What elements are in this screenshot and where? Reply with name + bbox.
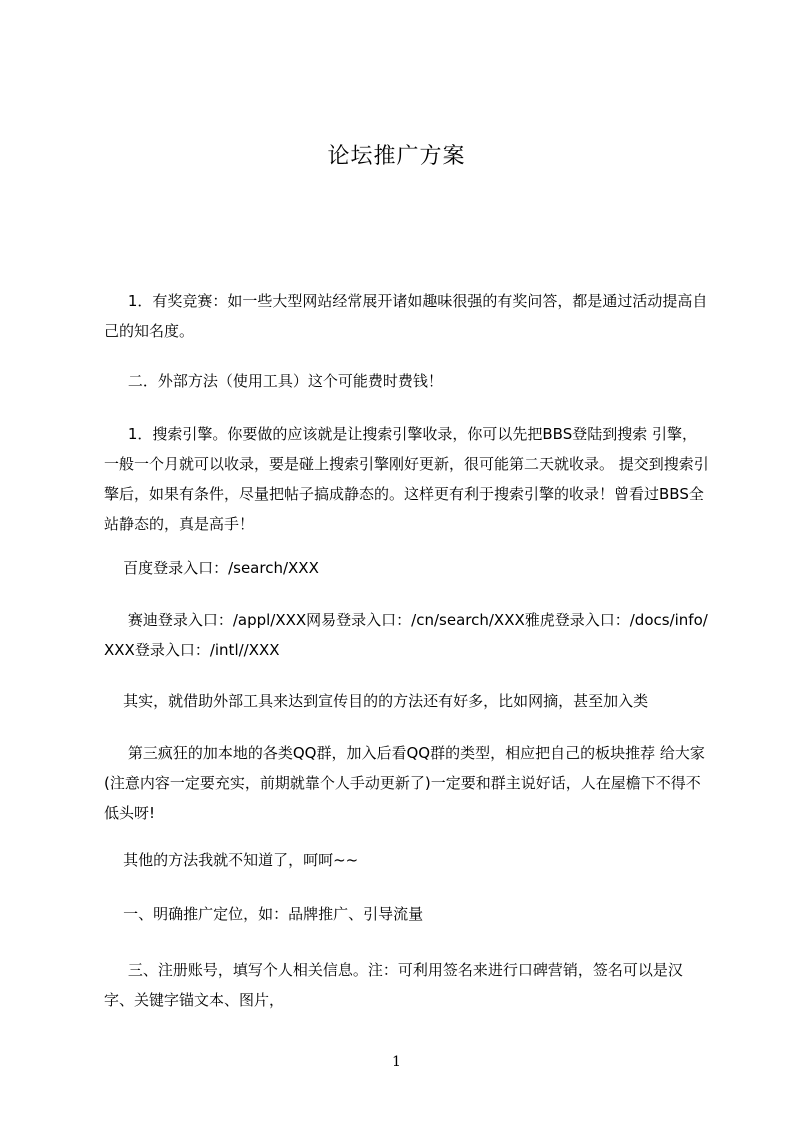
- page-number: 1: [392, 1054, 401, 1070]
- page-title: 论坛推广方案: [327, 144, 466, 169]
- paragraph: 一、明确推广定位，如：品牌推广、引导流量: [104, 905, 424, 923]
- paragraph: 百度登录入口：/search/XXX: [104, 559, 319, 577]
- paragraph: 其他的方法我就不知道了，呵呵~~: [104, 851, 359, 869]
- paragraph: 三、注册账号，填写个人相关信息。注：可利用签名来进行口碑营销，签名可以是汉字、关键字锚文本、图片，: [104, 961, 683, 1009]
- paragraph: 赛迪登录入口：/appl/XXX网易登录入口：/cn/search/XXX雅虎登录入口：/docs/info/XXX登录入口：/intl//XXX: [104, 611, 708, 659]
- paragraph: 1．搜索引擎。你要做的应该就是让搜索引擎收录，你可以先把BBS登陆到搜索 引擎，一般一个月就可以收录，要是碰上搜索引擎刚好更新，很可能第二天就收录。 提交到搜索引擎后，如果有条件，尽量把帖子搞成静态的。这样更有利于搜索引擎的收录！曾看过BBS全站静态的，真是高手！: [104, 425, 709, 533]
- paragraph: 第三疯狂的加本地的各类QQ群，加入后看QQ群的类型，相应把自己的板块推荐 给大家(注意内容一定要充实，前期就靠个人手动更新了)一定要和群主说好话，人在屋檐下不得不低头呀!: [104, 744, 705, 822]
- paragraph: 二．外部方法（使用工具）这个可能费时费钱！: [104, 372, 443, 390]
- paragraph: 其实，就借助外部工具来达到宣传目的的方法还有好多，比如网摘，甚至加入类: [104, 692, 649, 710]
- paragraph: 1．有奖竞赛：如一些大型网站经常展开诸如趣味很强的有奖问答，都是通过活动提高自己的知名度。: [104, 292, 708, 340]
